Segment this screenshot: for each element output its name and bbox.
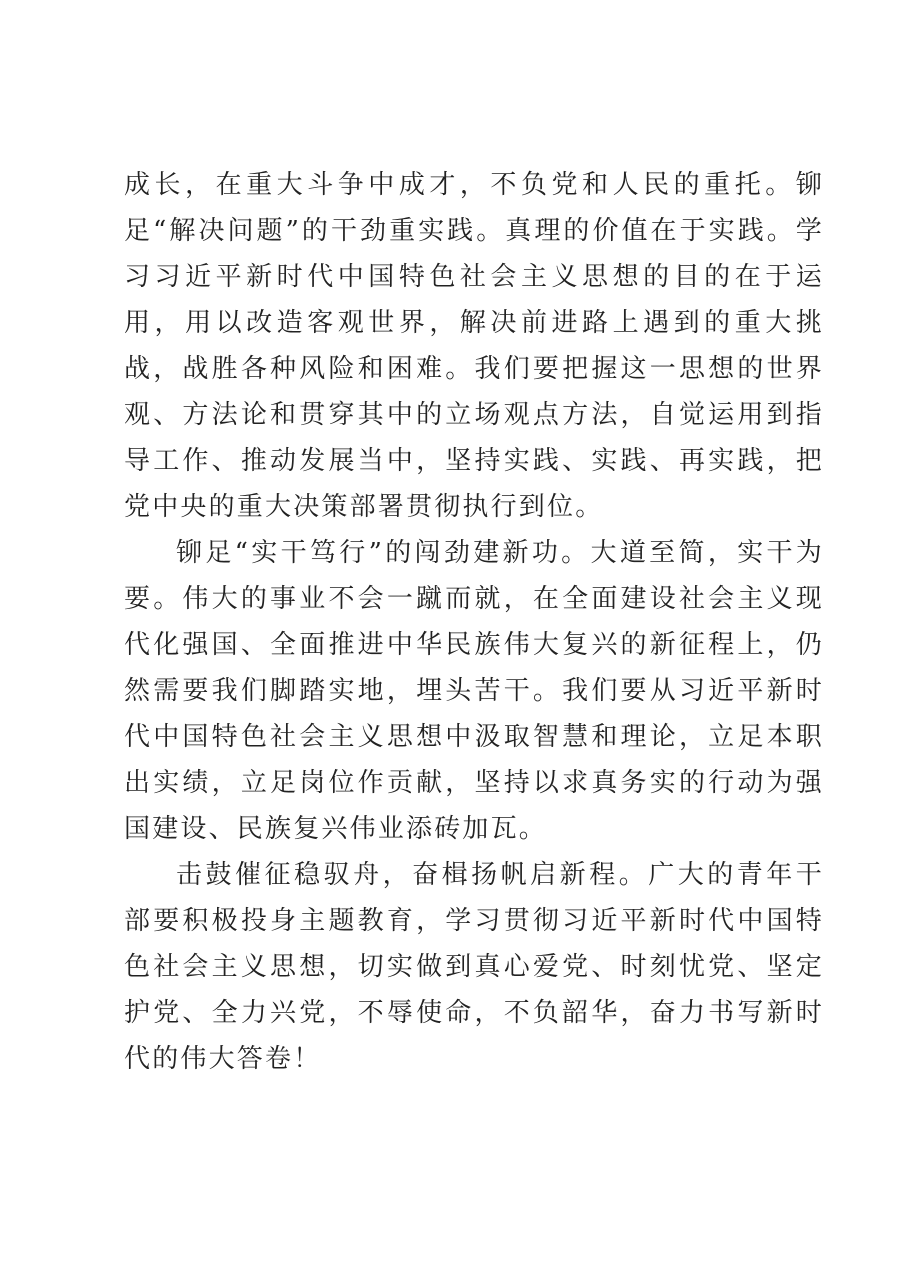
paragraph-practice: 铆足“实干笃行”的闯劲建新功。大道至简，实干为要。伟大的事业不会一蹴而就，在全面建设社会主义现代化强国、全面推进中华民族伟大复兴的新征程上，仍然需要我们脚踏实地，埋头苦干。我们要从习近平新时代中国特色社会主义思想中汲取智慧和理论，立足本职出实绩，立足岗位作贡献，坚持以求真务实的行动为强国建设、民族复兴伟业添砖加瓦。 <box>124 538 824 844</box>
paragraph-conclusion: 击鼓催征稳驭舟，奋楫扬帆启新程。广大的青年干部要积极投身主题教育，学习贯彻习近平新时代中国特色社会主义思想，切实做到真心爱党、时刻忧党、坚定护党、全力兴党，不辱使命，不负韶华，奋力书写新时代的伟大答卷！ <box>124 860 824 1074</box>
document-body <box>124 162 824 1082</box>
paragraph-continuation: 成长，在重大斗争中成才，不负党和人民的重托。铆足“解决问题”的干劲重实践。真理的价值在于实践。学习习近平新时代中国特色社会主义思想的目的在于运用，用以改造客观世界，解决前进路上遇到的重大挑战，战胜各种风险和困难。我们要把握这一思想的世界观、方法论和贯穿其中的立场观点方法，自觉运用到指导工作、推动发展当中，坚持实践、实践、再实践，把党中央的重大决策部署贯彻执行到位。 <box>124 170 824 522</box>
